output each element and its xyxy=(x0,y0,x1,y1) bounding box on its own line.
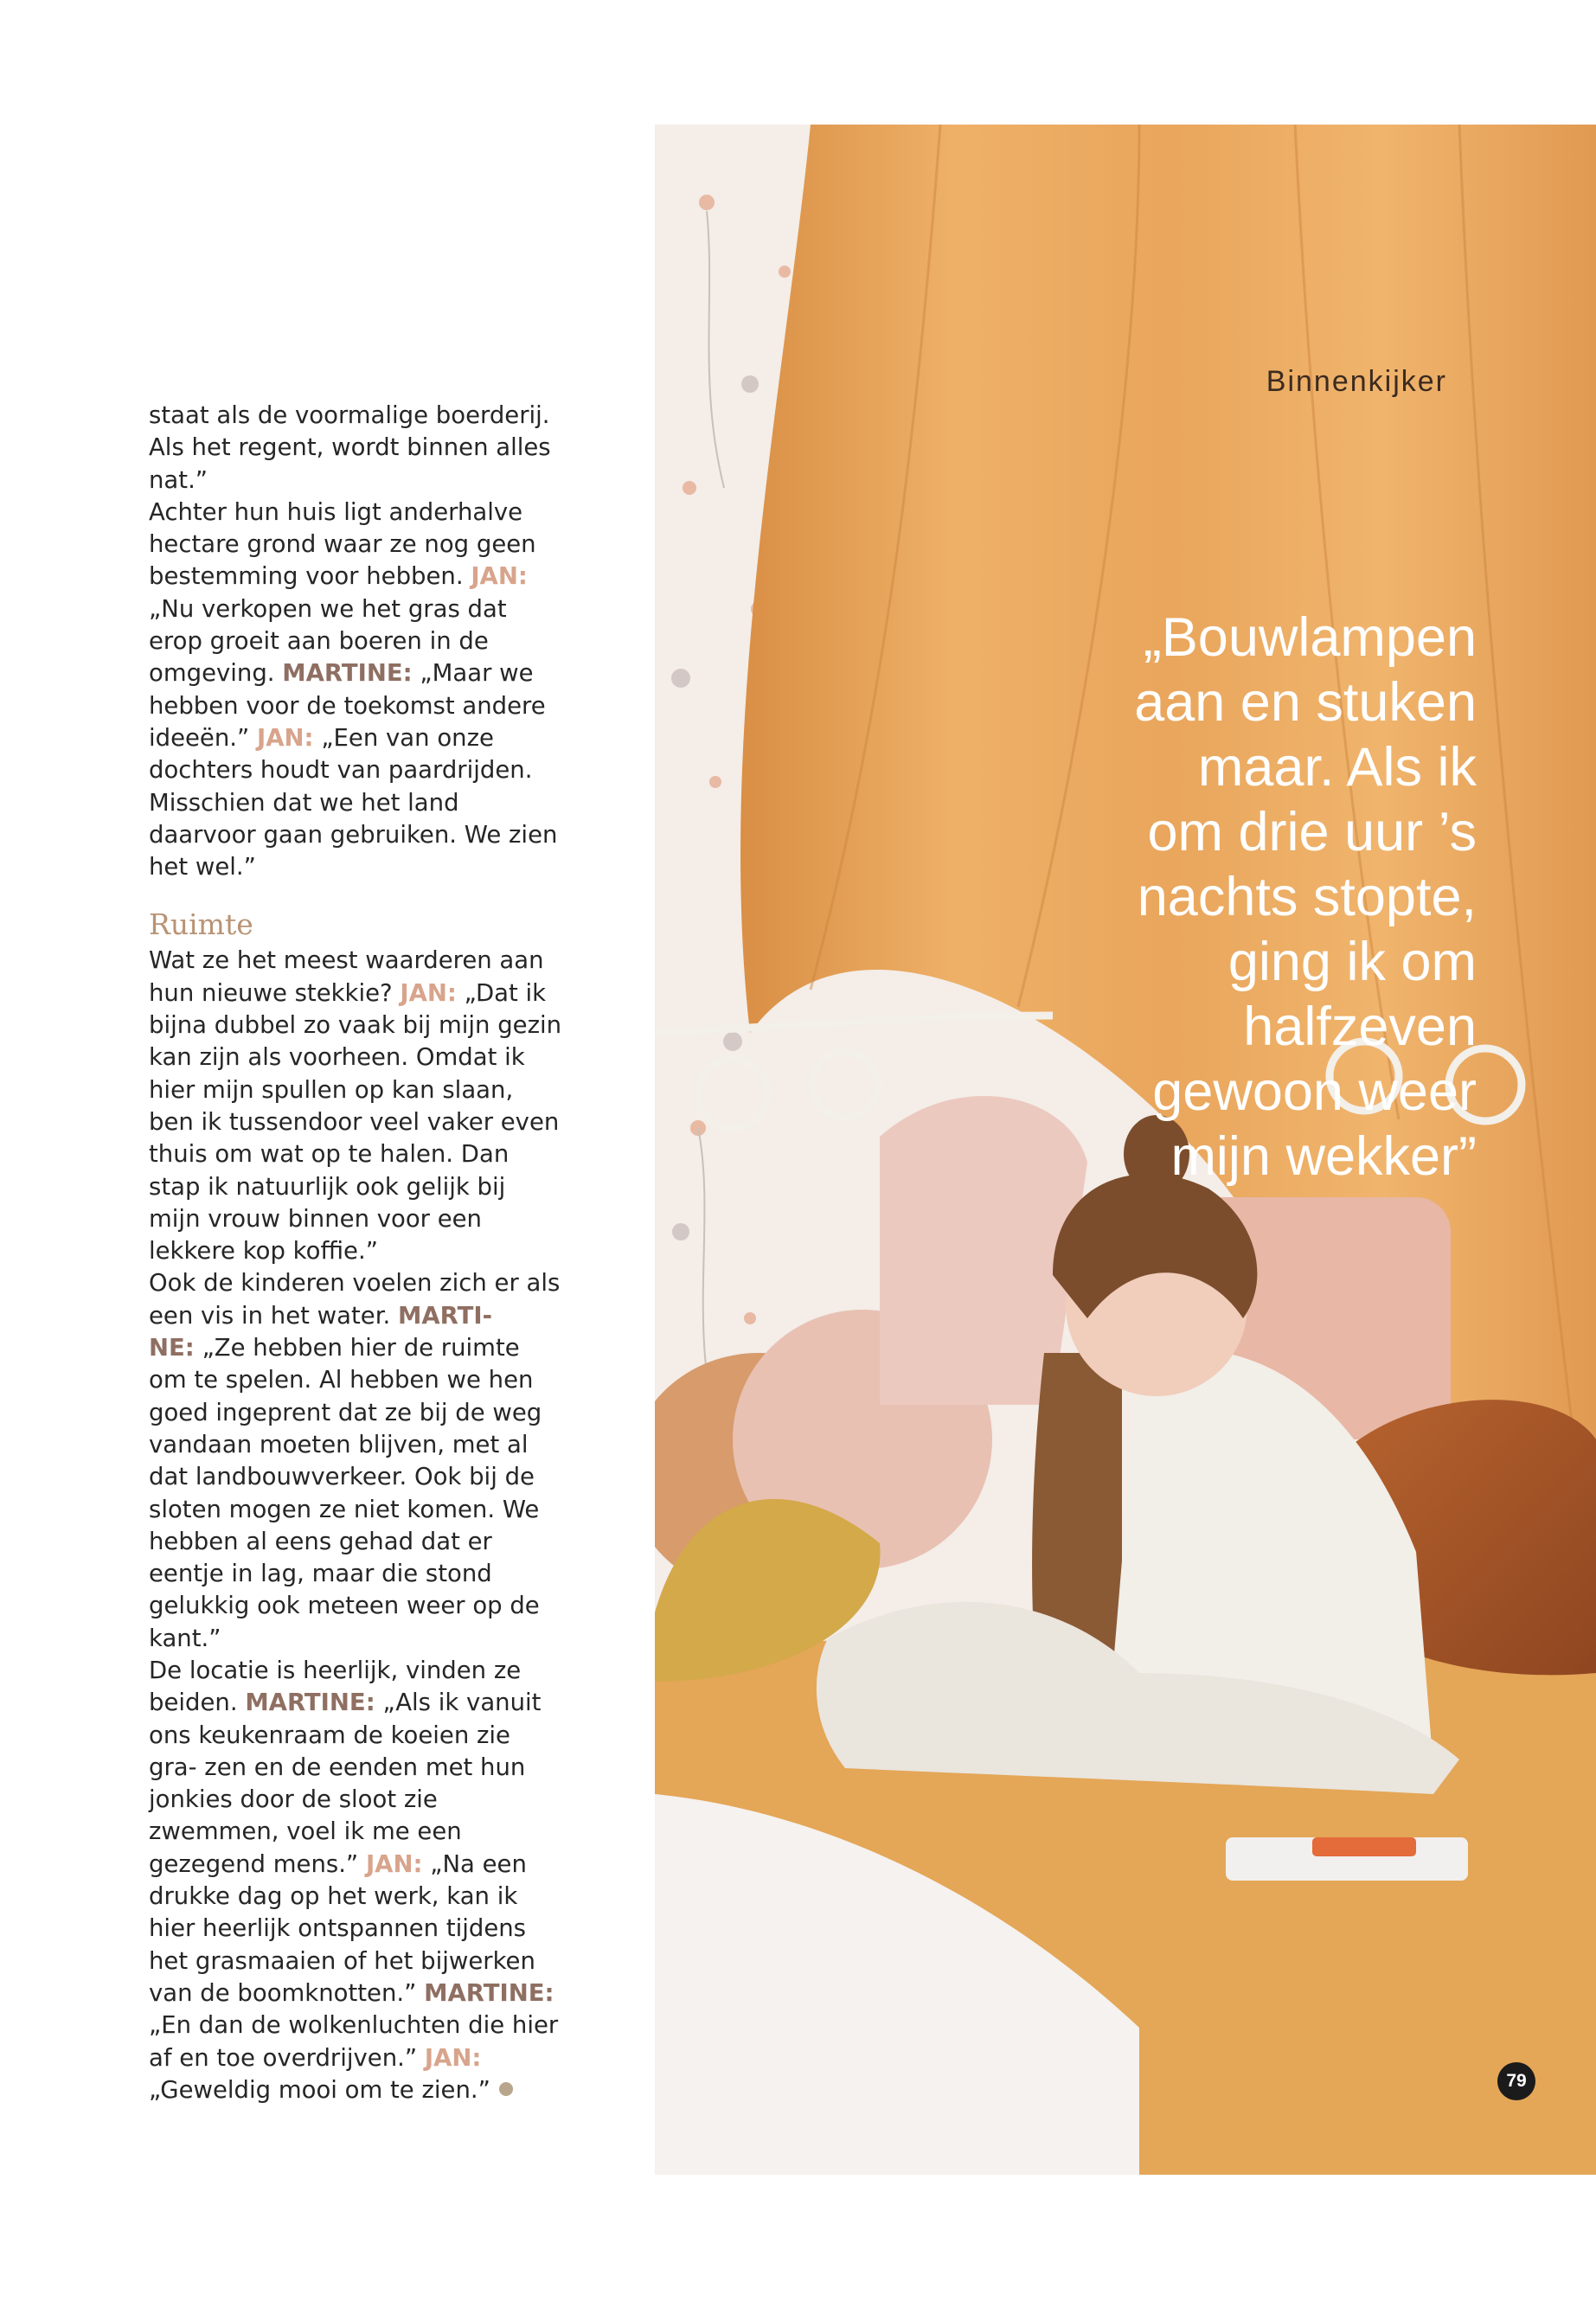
body-text: „Nu verkopen we het gras dat erop groeit aan boeren in de omgeving. xyxy=(149,594,507,688)
body-text: „Een van onze dochters houdt van paardrijden. Misschien dat we het land daarvoor gaan gebruiken. We zien het wel.” xyxy=(149,723,558,881)
paragraph xyxy=(149,945,564,1267)
pull-quote-line: nachts stopte, xyxy=(1137,867,1477,927)
paragraph xyxy=(149,1267,564,1655)
speaker-martine: MARTINE: xyxy=(245,1689,375,1717)
pull-quote-line: ging ik om xyxy=(1227,932,1477,992)
speaker-jan: JAN: xyxy=(471,562,528,591)
body-text: „En dan de wolkenluchten die hier af en toe overdrijven.” xyxy=(149,2011,559,2072)
body-text: Ook de kinderen voelen zich er als een vis in het water. xyxy=(149,1269,561,1330)
body-text: „Na een drukke dag op het werk, kan ik hier heerlijk ontspannen tijdens het grasmaaien of het bijwerken van de boomknotten.” xyxy=(149,1849,535,2007)
pull-quote xyxy=(992,606,1477,1189)
paragraph xyxy=(149,497,564,884)
speaker-martine: MARTINE: xyxy=(424,1978,554,2007)
speaker-jan: JAN: xyxy=(400,978,457,1007)
pull-quote-line: gewoon weer xyxy=(1152,1061,1477,1122)
pull-quote-line: om drie uur ’s xyxy=(1147,802,1477,862)
article-column xyxy=(149,400,564,2106)
article-photo xyxy=(655,125,1596,2175)
end-mark-icon xyxy=(499,2082,513,2096)
body-text: „Als ik vanuit ons keukenraam de koeien zie gra- zen en de eenden met hun jonkies door de sloot zie zwemmen, voel ik me een gezegend mens.” xyxy=(149,1689,542,1878)
speaker-martine: MARTINE: xyxy=(282,659,413,688)
pull-quote-line: aan en stuken xyxy=(1134,672,1477,733)
section-label: Binnenkijker xyxy=(1266,365,1447,398)
body-text: De locatie is heerlijk, vinden ze beiden. xyxy=(149,1656,522,1717)
paragraph xyxy=(149,400,564,497)
body-text: Achter hun huis ligt anderhalve hectare grond waar ze nog geen bestemming voor hebben. xyxy=(149,497,536,591)
body-text: staat als de voormalige boerderij. Als het regent, wordt binnen alles nat.” xyxy=(149,401,551,494)
speaker-jan: JAN: xyxy=(365,1849,423,1878)
body-text: „Geweldig mooi om te zien.” xyxy=(149,2075,490,2104)
body-text: Wat ze het meest waarderen aan hun nieuwe stekkie? xyxy=(149,946,544,1007)
section-heading: Ruimte xyxy=(149,907,253,942)
body-text: „Maar we hebben voor de toekomst andere ideeën.” xyxy=(149,659,546,752)
body-text: „Ze hebben hier de ruimte om te spelen. Al hebben we hen goed ingeprent dat ze bij de weg vandaan moeten blijven, met al dat landbouwverkeer. Ook bij de sloten mogen ze niet komen. We hebben al eens gehad dat er eentje in lag, maar die stond gelukkig ook meteen weer op de kant.” xyxy=(149,1334,542,1652)
page-number: 79 xyxy=(1497,2062,1535,2100)
pull-quote-line: mijn wekker” xyxy=(1170,1126,1477,1187)
speaker-martine: MARTI- xyxy=(398,1301,492,1330)
speaker-martine: NE: xyxy=(149,1334,195,1362)
paragraph xyxy=(149,1655,564,2106)
pull-quote-line: halfzeven xyxy=(1243,997,1477,1057)
speaker-jan: JAN: xyxy=(257,723,314,752)
speaker-jan: JAN: xyxy=(424,2043,482,2072)
pull-quote-line: maar. Als ik xyxy=(1197,737,1477,798)
pull-quote-line: „Bouwlampen xyxy=(1143,607,1477,668)
body-text: „Dat ik bijna dubbel zo vaak bij mijn gezin kan zijn als voorheen. Omdat ik hier mijn spullen op kan slaan, ben ik tussendoor veel vaker even thuis om wat op te halen. Dan stap ik natuurlijk ook gelijk bij mijn vrouw binnen voor een lekkere kop koffie.” xyxy=(149,978,562,1266)
